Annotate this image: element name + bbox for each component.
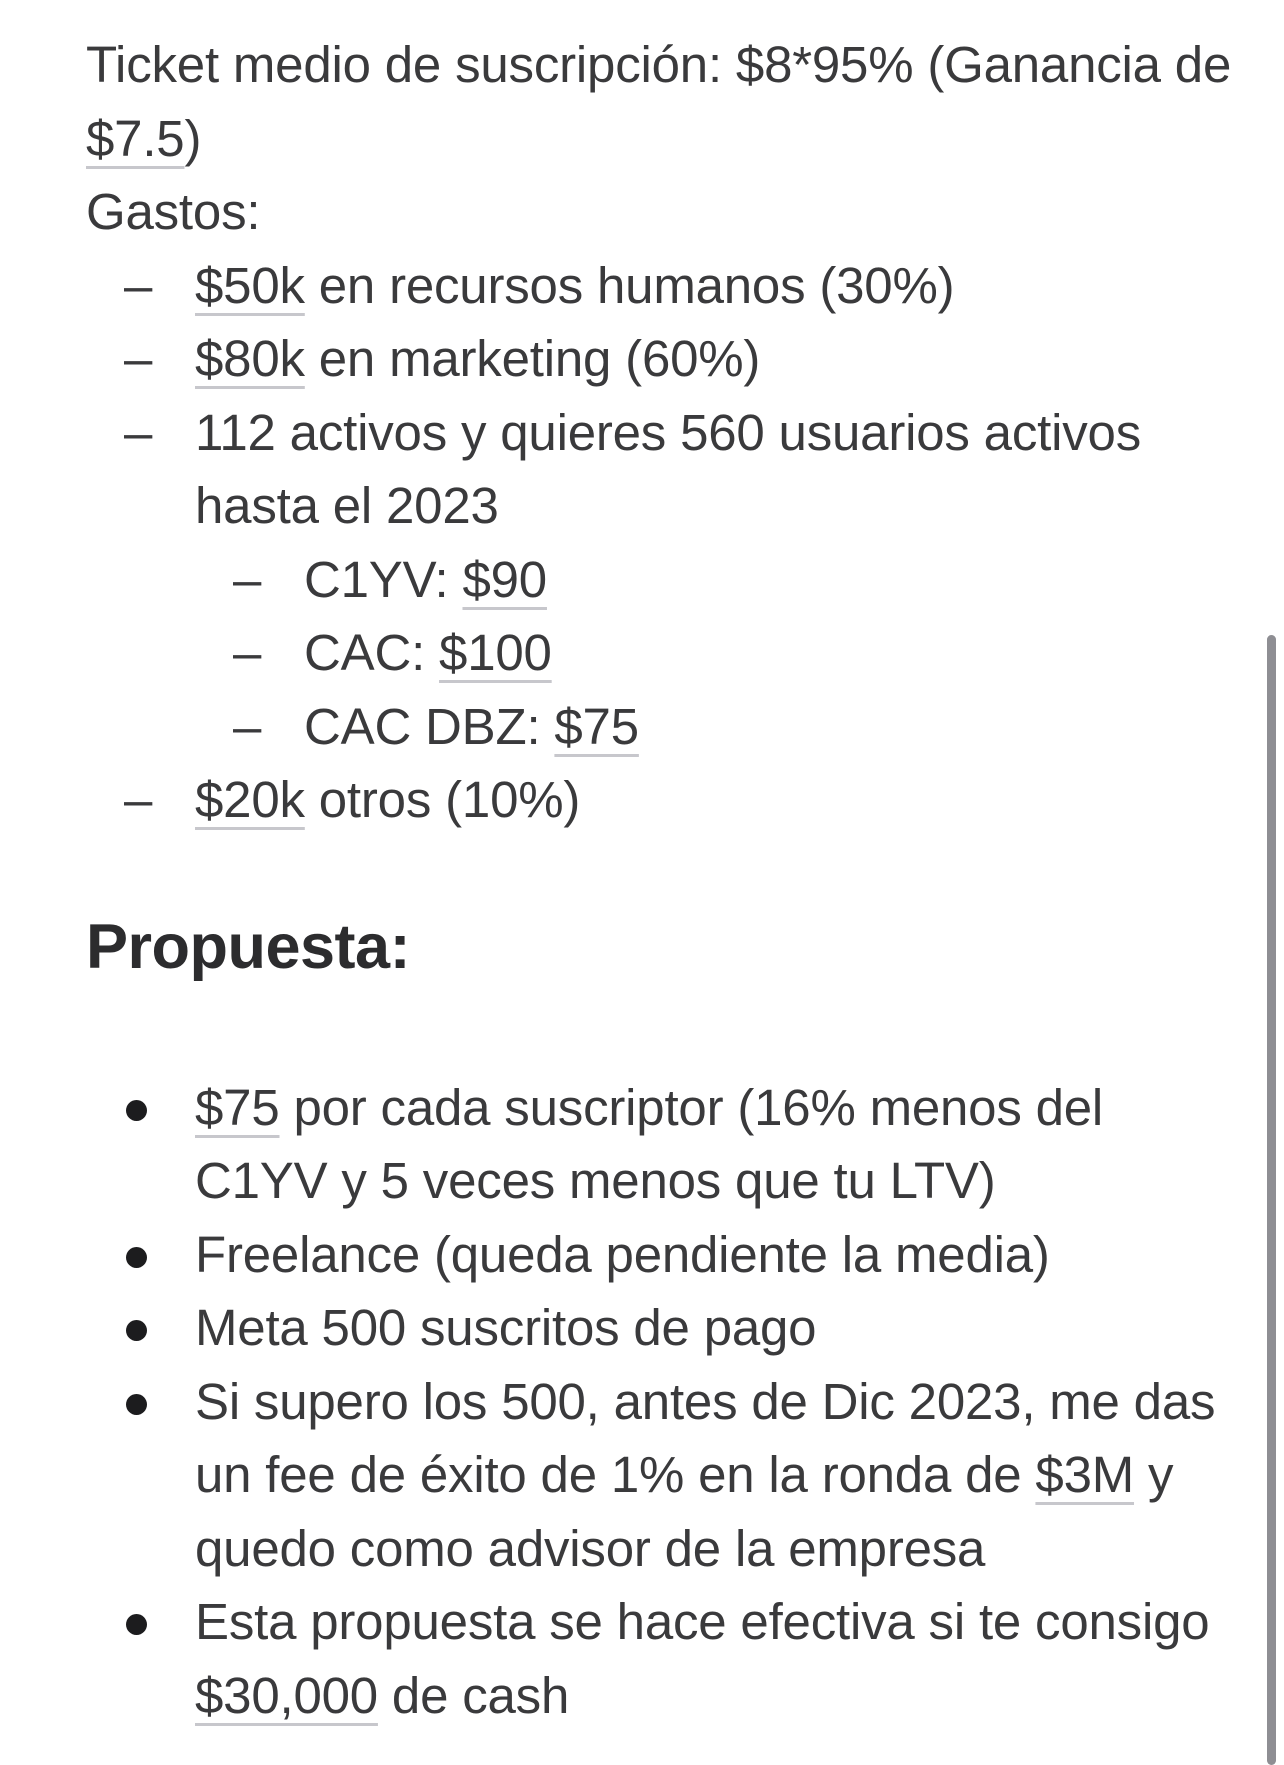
- gastos-sub-item: [195, 616, 1236, 690]
- gastos-sub-item: [195, 543, 1236, 617]
- propuesta-item-text: Si supero los 500, antes de Dic 2023, me das un fee de éxito de 1% en la ronda de: [195, 1372, 1216, 1503]
- propuesta-item-amount[interactable]: $30,000: [195, 1666, 378, 1724]
- propuesta-item-text: de cash: [377, 1666, 570, 1724]
- gastos-item: [86, 322, 1236, 396]
- gastos-item-amount[interactable]: $80k: [195, 330, 305, 387]
- dash-marker: –: [124, 330, 153, 387]
- gastos-sub-list: [195, 543, 1236, 764]
- bullet-icon: [126, 1394, 147, 1415]
- vertical-scrollbar[interactable]: [1267, 635, 1276, 1765]
- propuesta-item-text: Freelance (queda pendiente la media): [195, 1225, 1050, 1283]
- ticket-close: ): [184, 109, 202, 167]
- propuesta-item: [86, 1365, 1236, 1586]
- ticket-text: Ticket medio de suscripción: $8*95% (Ganancia de: [86, 36, 1232, 93]
- dash-marker: –: [233, 624, 262, 681]
- propuesta-item-amount[interactable]: $75: [195, 1078, 280, 1136]
- gastos-sub-item: [195, 690, 1236, 764]
- bullet-icon: [126, 1614, 147, 1635]
- ticket-line: [86, 28, 1236, 175]
- gastos-item: [86, 249, 1236, 323]
- dash-marker: –: [124, 771, 153, 828]
- sub-item-amount[interactable]: $100: [439, 624, 552, 681]
- propuesta-item-text: y quedo como advisor de la empresa: [195, 1446, 1174, 1577]
- dash-marker: –: [124, 256, 153, 314]
- gastos-label: Gastos:: [86, 183, 261, 240]
- gastos-item-text: 112 activos y quieres 560 usuarios activos hasta el 2023: [195, 403, 1142, 534]
- sub-item-label: CAC:: [304, 624, 440, 681]
- dash-marker: –: [124, 403, 153, 461]
- propuesta-item-text: Esta propuesta se hace efectiva si te consigo: [195, 1593, 1210, 1650]
- propuesta-item: [86, 1071, 1236, 1218]
- sub-item-amount[interactable]: $90: [462, 550, 547, 608]
- propuesta-heading: Propuesta:: [86, 911, 411, 982]
- propuesta-item: [86, 1291, 1236, 1365]
- gastos-list: [86, 249, 1236, 837]
- sub-item-label: CAC DBZ:: [304, 697, 555, 755]
- gastos-item-amount[interactable]: $20k: [195, 771, 305, 828]
- gastos-item-text: otros (10%): [304, 771, 581, 828]
- gastos-item-amount[interactable]: $50k: [195, 256, 305, 314]
- propuesta-list: [86, 1071, 1236, 1733]
- gastos-item-text: en marketing (60%): [304, 330, 761, 387]
- sub-item-label: C1YV:: [304, 550, 463, 608]
- dash-marker: –: [233, 550, 262, 608]
- sub-item-amount[interactable]: $75: [554, 697, 639, 755]
- propuesta-item-text: Meta 500 suscritos de pago: [195, 1299, 817, 1356]
- bullet-icon: [126, 1247, 147, 1268]
- propuesta-item-text: por cada suscriptor (16% menos del C1YV y 5 veces menos que tu LTV): [195, 1078, 1104, 1209]
- gastos-item-text: en recursos humanos (30%): [304, 256, 955, 314]
- propuesta-item: [86, 1218, 1236, 1292]
- bullet-icon: [126, 1320, 147, 1341]
- gastos-item: [86, 396, 1236, 764]
- propuesta-item: [86, 1585, 1236, 1732]
- gastos-item: [86, 763, 1236, 837]
- ticket-amount[interactable]: $7.5: [86, 109, 185, 167]
- dash-marker: –: [233, 697, 262, 755]
- note-body: [86, 28, 1236, 1732]
- propuesta-item-amount[interactable]: $3M: [1035, 1446, 1135, 1503]
- bullet-icon: [126, 1100, 147, 1121]
